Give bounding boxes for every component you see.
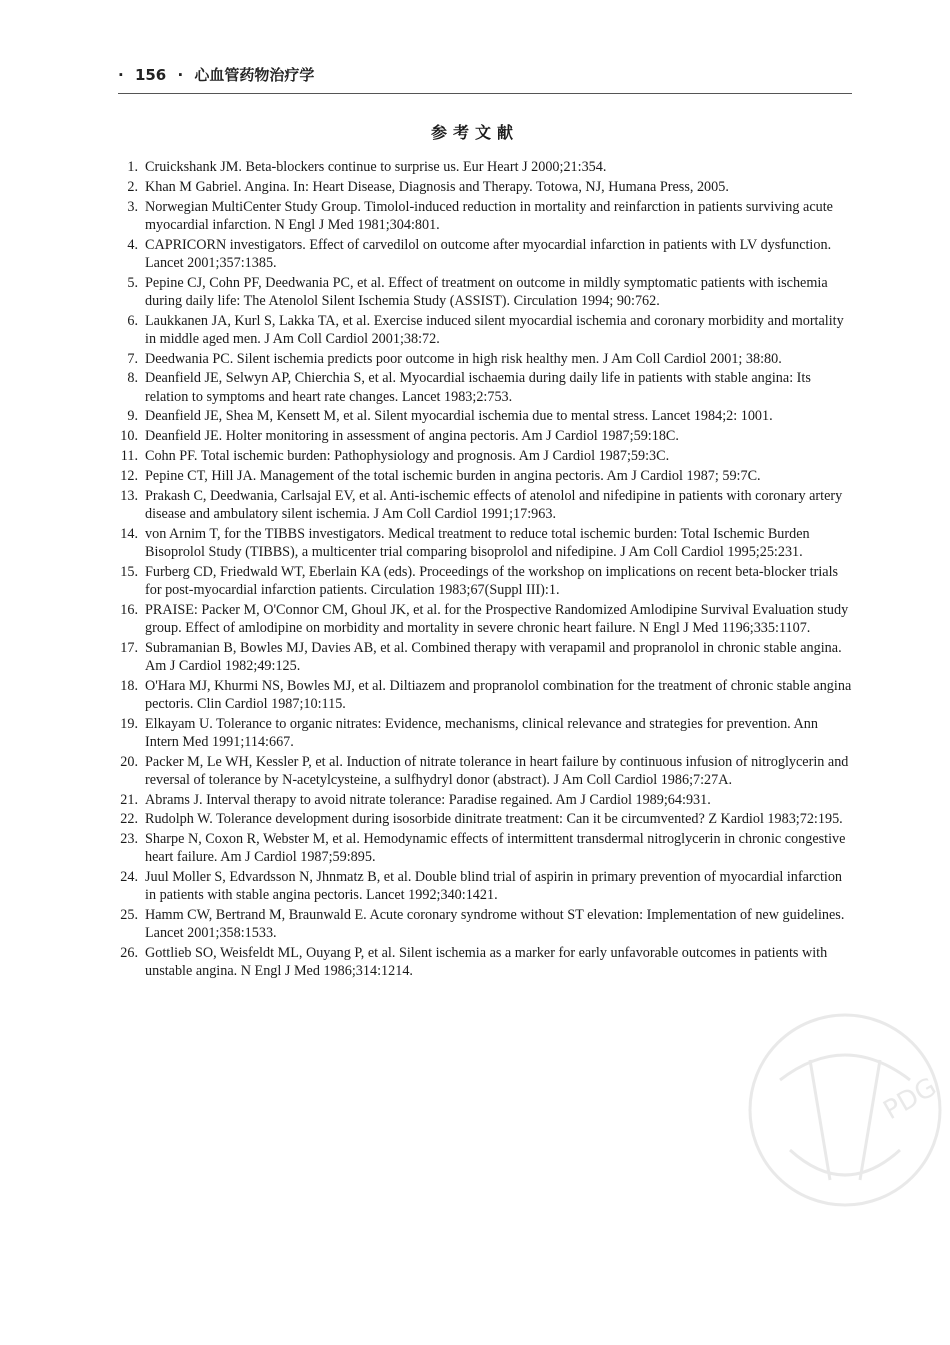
reference-text: Cruickshank JM. Beta-blockers continue to surprise us. Eur Heart J 2000;21:354. — [145, 159, 607, 175]
reference-number: 6. — [127, 312, 138, 329]
reference-list — [118, 158, 854, 982]
reference-item — [118, 715, 854, 751]
reference-text: Cohn PF. Total ischemic burden: Pathophysiology and prognosis. Am J Cardiol 1987;59:3C. — [145, 447, 670, 464]
reference-number: 10. — [120, 428, 138, 445]
reference-item — [118, 427, 854, 445]
reference-number: 21. — [120, 791, 138, 808]
watermark-text: PDG — [878, 1072, 942, 1127]
reference-item — [118, 677, 854, 713]
reference-item — [118, 791, 854, 809]
reference-item — [118, 487, 854, 523]
reference-number: 12. — [120, 467, 138, 484]
reference-number: 13. — [120, 487, 138, 504]
reference-item — [118, 563, 854, 599]
reference-item — [118, 312, 854, 348]
reference-number: 23. — [120, 831, 138, 848]
reference-text: Elkayam U. Tolerance to organic nitrates: Evidence, mechanisms, clinical relevance and strategies for prevention. Ann Intern Med 1991;114:667. — [145, 715, 818, 750]
reference-text: Subramanian B, Bowles MJ, Davies AB, et al. Combined therapy with verapamil and propranolol in chronic stable angina. Am J Cardiol 1982;49:125. — [145, 639, 842, 674]
reference-item — [118, 236, 854, 272]
reference-text: Rudolph W. Tolerance development during isosorbide dinitrate treatment: Can it be circumvented? Z Kardiol 1983;72:195. — [145, 811, 843, 828]
reference-number: 19. — [120, 715, 138, 732]
reference-number: 2. — [127, 178, 138, 195]
reference-number: 9. — [127, 408, 138, 425]
reference-item — [118, 906, 854, 942]
reference-item — [118, 830, 854, 866]
reference-number: 8. — [127, 370, 138, 387]
reference-number: 25. — [120, 907, 138, 924]
reference-number: 3. — [127, 198, 138, 215]
reference-text: Hamm CW, Bertrand M, Braunwald E. Acute coronary syndrome without ST elevation: Implementation of new guidelines. Lancet 2001;358:1533. — [145, 907, 845, 942]
reference-item — [118, 178, 854, 196]
watermark-logo — [740, 1000, 950, 1260]
reference-item — [118, 350, 854, 368]
reference-item — [118, 810, 854, 828]
reference-text: Deedwania PC. Silent ischemia predicts poor outcome in high risk healthy men. J Am Coll Cardiol 2001; 38:80. — [145, 350, 782, 367]
reference-text: Prakash C, Deedwania, Carlsajal EV, et al. Anti-ischemic effects of atenolol and nifedipine in patients with coronary artery disease and ambulatory silent ischemia. J Am Coll Cardiol 1991;17:963. — [145, 487, 843, 522]
reference-item — [118, 467, 854, 485]
reference-text: O'Hara MJ, Khurmi NS, Bowles MJ, et al. Diltiazem and propranolol combination for the treatment of chronic stable angina pectoris. Clin Cardiol 1987;10:115. — [145, 677, 852, 712]
reference-text: Deanfield JE, Shea M, Kensett M, et al. Silent myocardial ischemia due to mental stress. Lancet 1984;2: 1001. — [145, 408, 773, 425]
running-header — [118, 64, 320, 85]
reference-text: PRAISE: Packer M, O'Connor CM, Ghoul JK, et al. for the Prospective Randomized Amlodipine Survival Evaluation study group. Effect of amlodipine on morbidity and mortality in severe chronic heart failure. N Engl J Med 1196;335:1107. — [145, 601, 849, 636]
reference-text: Pepine CJ, Cohn PF, Deedwania PC, et al. Effect of treatment on outcome in mildly symptomatic patients with ischemia during daily life: The Atenolol Silent Ischemia Study (ASSIST). Circulation 1994; 90:762. — [145, 274, 828, 309]
book-title: 心血管药物治疗学 — [194, 66, 315, 84]
reference-item — [118, 274, 854, 310]
page-number: 156 — [134, 66, 167, 84]
reference-number: 26. — [120, 945, 138, 962]
reference-number: 24. — [120, 869, 138, 886]
reference-number: 18. — [120, 677, 138, 694]
reference-number: 5. — [127, 274, 138, 291]
section-title: 参考文献 — [430, 123, 519, 142]
reference-text: Khan M Gabriel. Angina. In: Heart Disease, Diagnosis and Therapy. Totowa, NJ, Humana Press, 2005. — [145, 178, 729, 195]
reference-number: 1. — [127, 159, 138, 175]
reference-item — [118, 753, 854, 789]
reference-number: 14. — [120, 525, 138, 542]
reference-number: 7. — [127, 350, 138, 367]
reference-item — [118, 639, 854, 675]
reference-text: CAPRICORN investigators. Effect of carvedilol on outcome after myocardial infarction in patients with LV dysfunction. Lancet 2001;357:1385. — [145, 236, 832, 271]
reference-number: 17. — [120, 639, 138, 656]
header-bullet-left: · — [118, 66, 124, 84]
reference-text: Gottlieb SO, Weisfeldt ML, Ouyang P, et al. Silent ischemia as a marker for early unfavorable outcomes in patients with unstable angina. N Engl J Med 1986;314:1214. — [145, 945, 828, 980]
reference-text: Norwegian MultiCenter Study Group. Timolol-induced reduction in mortality and reinfarction in patients surviving acute myocardial infarction. N Engl J Med 1981;304:801. — [145, 198, 833, 233]
reference-item — [118, 868, 854, 904]
reference-item — [118, 369, 854, 405]
reference-item — [118, 198, 854, 234]
header-rule — [118, 93, 852, 94]
reference-text: Juul Moller S, Edvardsson N, Jhnmatz B, et al. Double blind trial of aspirin in primary prevention of myocardial infarction in patients with stable angina pectoris. Lancet 1992;340:1421. — [145, 869, 843, 904]
reference-number: 22. — [120, 811, 138, 828]
reference-number: 15. — [120, 563, 138, 580]
reference-number: 20. — [120, 753, 138, 770]
reference-text: Furberg CD, Friedwald WT, Eberlain KA (eds). Proceedings of the workshop on implications on recent beta-blocker trials for post-myocardial infarction patients. Circulation 1983;67(Suppl III):1. — [145, 563, 839, 598]
reference-text: Abrams J. Interval therapy to avoid nitrate tolerance: Paradise regained. Am J Cardiol 1989;64:931. — [145, 791, 711, 808]
reference-text: von Arnim T, for the TIBBS investigators. Medical treatment to reduce total ischemic burden: Total Ischemic Burden Bisoprolol Study (TIBBS), a multicenter trial comparing bisoprolol and nifedipine. J Am Coll Cardiol 1995;25:231. — [145, 525, 810, 560]
reference-text: Packer M, Le WH, Kessler P, et al. Induction of nitrate tolerance in heart failure by continuous infusion of nitroglycerin and reversal of tolerance by N-acetylcysteine, a sulfhydryl donor (abstract). J Am Coll Cardiol 1986;7:27A. — [145, 753, 849, 788]
reference-text: Sharpe N, Coxon R, Webster M, et al. Hemodynamic effects of intermittent transdermal nitroglycerin in chronic congestive heart failure. Am J Cardiol 1987;59:895. — [145, 831, 846, 866]
header-bullet-right: · — [177, 66, 184, 84]
reference-item — [118, 601, 854, 637]
reference-text: Deanfield JE, Selwyn AP, Chierchia S, et al. Myocardial ischaemia during daily life in patients with stable angina: Its relation to symptoms and heart rate changes. Lancet 1983;2:753. — [145, 370, 811, 405]
reference-item — [118, 407, 854, 425]
reference-text: Pepine CT, Hill JA. Management of the total ischemic burden in angina pectoris. Am J Cardiol 1987; 59:7C. — [145, 467, 761, 484]
reference-item — [118, 525, 854, 561]
reference-number: 11. — [120, 447, 138, 464]
reference-number: 4. — [127, 236, 138, 253]
reference-number: 16. — [120, 601, 138, 618]
reference-text: Deanfield JE. Holter monitoring in assessment of angina pectoris. Am J Cardiol 1987;59:18C. — [145, 428, 679, 445]
reference-item — [118, 158, 854, 176]
reference-item — [118, 944, 854, 980]
reference-text: Laukkanen JA, Kurl S, Lakka TA, et al. Exercise induced silent myocardial ischemia and coronary morbidity and mortality in middle aged men. J Am Coll Cardiol 2001;38:72. — [145, 312, 844, 347]
reference-item — [118, 447, 854, 465]
